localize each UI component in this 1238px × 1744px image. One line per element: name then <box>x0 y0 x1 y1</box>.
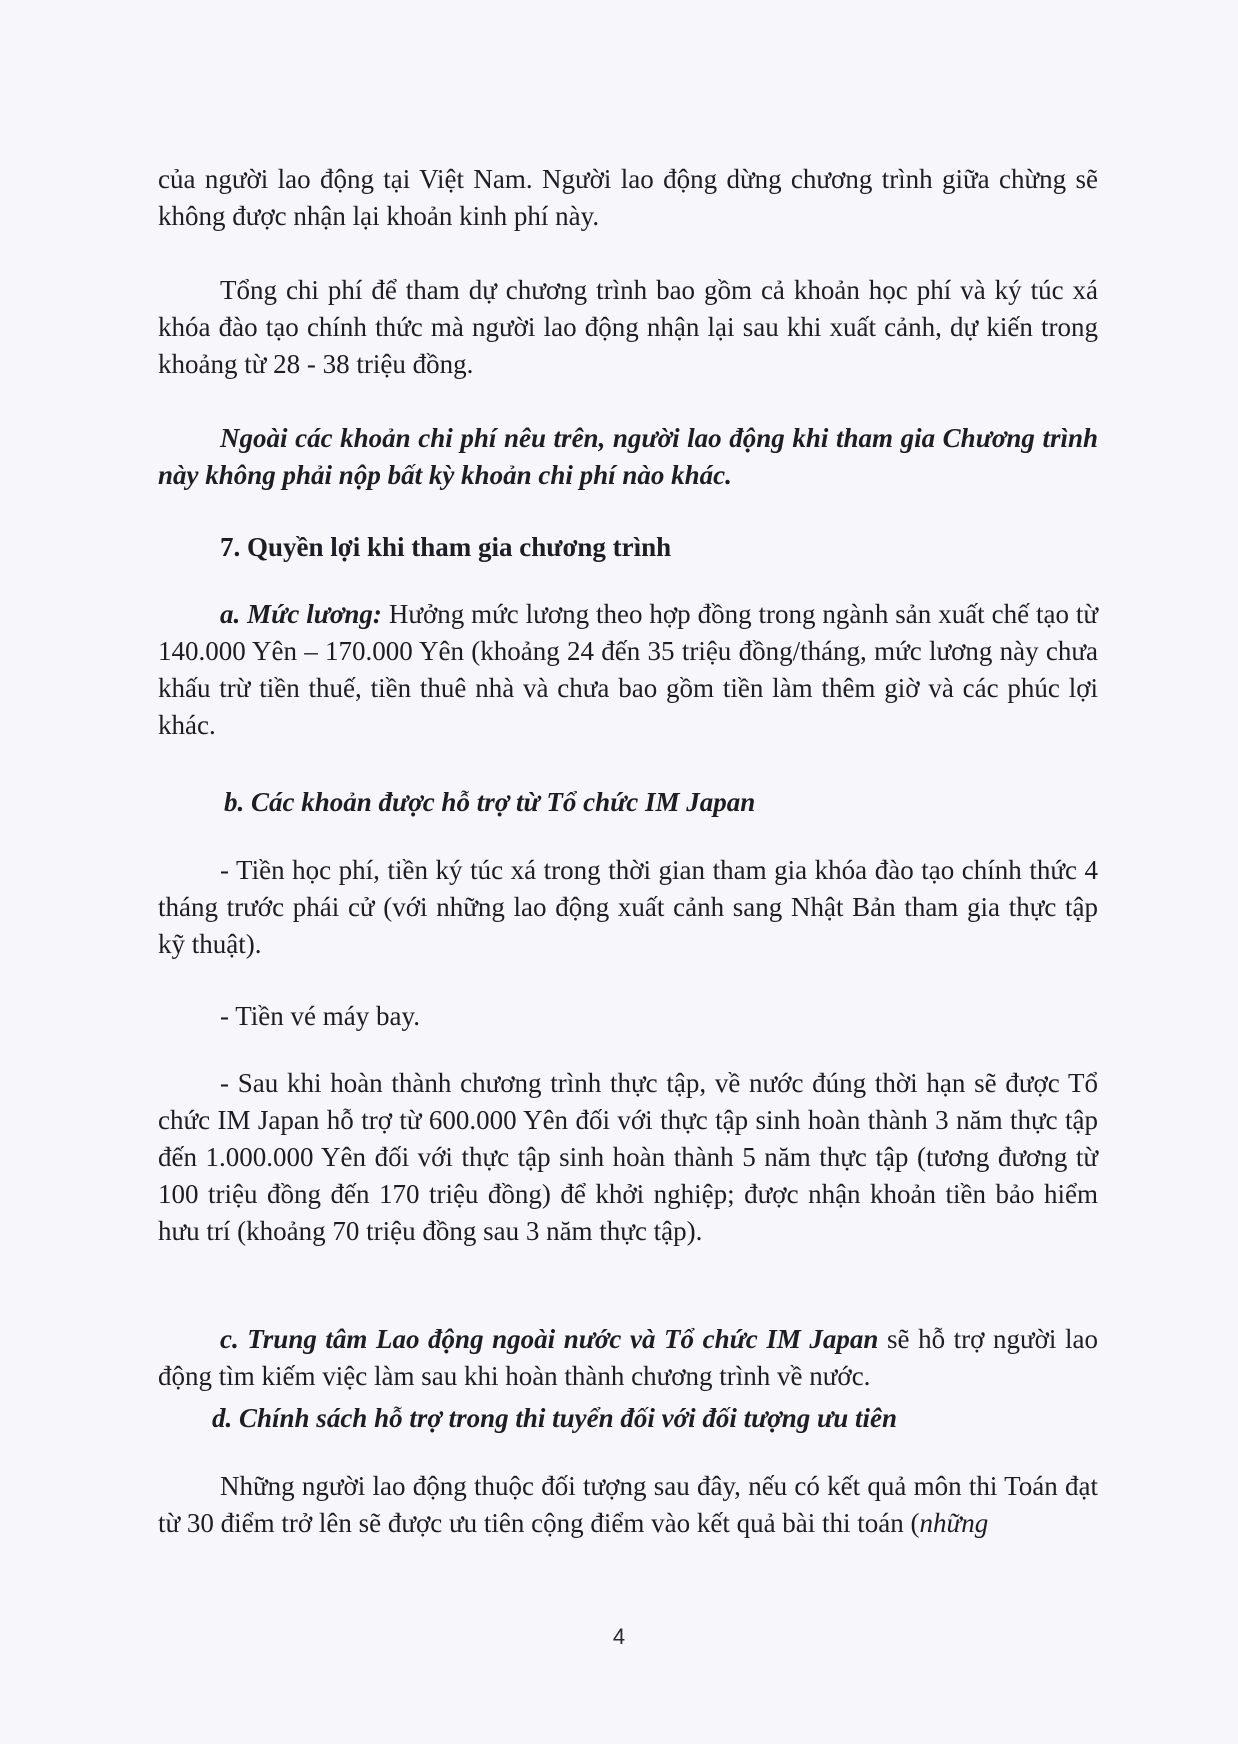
benefit-item-tuition: - Tiền học phí, tiền ký túc xá trong thời gian tham gia khóa đào tạo chính thức 4 tháng trước phái cử (với những lao động xuất cảnh sang Nhật Bản tham gia thực tập kỹ thuật). <box>158 855 1098 959</box>
subsection-d-heading: d. Chính sách hỗ trợ trong thi tuyển đối với đối tượng ưu tiên <box>212 1403 897 1433</box>
page-number: 4 <box>612 1624 626 1649</box>
paragraph-continuation: của người lao động tại Việt Nam. Người lao động dừng chương trình giữa chừng sẽ không được nhận lại khoản kinh phí này. <box>158 164 1098 231</box>
section-7-heading: 7. Quyền lợi khi tham gia chương trình <box>220 532 672 562</box>
benefit-item-startup-support: - Sau khi hoàn thành chương trình thực tập, về nước đúng thời hạn sẽ được Tổ chức IM Japan hỗ trợ từ 600.000 Yên đối với thực tập sinh hoàn thành 3 năm thực tập đến 1.000.000 Yên đối với thực tập sinh hoàn thành 5 năm thực tập (tương đương từ 100 triệu đồng đến 170 triệu đồng) để khởi nghiệp; được nhận khoản tiền bảo hiểm hưu trí (khoảng 70 triệu đồng sau 3 năm thực tập). <box>158 1068 1098 1246</box>
priority-policy-italic: những <box>919 1508 989 1538</box>
benefit-item-airfare: - Tiền vé máy bay. <box>220 1001 420 1031</box>
paragraph-total-cost: Tổng chi phí để tham dự chương trình bao gồm cả khoản học phí và ký túc xá khóa đào tạo chính thức mà người lao động nhận lại sau khi xuất cảnh, dự kiến trong khoảng từ 28 - 38 triệu đồng. <box>158 275 1098 379</box>
paragraph-job-support <box>158 1321 1098 1395</box>
paragraph-priority-policy <box>158 1468 1098 1542</box>
paragraph-salary <box>158 596 1098 744</box>
subsection-b-heading: b. Các khoản được hỗ trợ từ Tổ chức IM Japan <box>224 787 756 817</box>
priority-policy-text: Những người lao động thuộc đối tượng sau đây, nếu có kết quả môn thi Toán đạt từ 30 điểm trở lên sẽ được ưu tiên cộng điểm vào kết quả bài thi toán ( <box>158 1471 1098 1538</box>
job-support-label: c. Trung tâm Lao động ngoài nước và Tổ chức IM Japan <box>220 1324 879 1354</box>
paragraph-no-other-fees: Ngoài các khoản chi phí nêu trên, người lao động khi tham gia Chương trình này không phải nộp bất kỳ khoản chi phí nào khác. <box>158 423 1098 490</box>
salary-label: a. Mức lương: <box>220 599 382 629</box>
salary-text: Hưởng mức lương theo hợp đồng trong ngành sản xuất chế tạo từ 140.000 Yên – 170.000 Yên (khoảng 24 đến 35 triệu đồng/tháng, mức lương này chưa khấu trừ tiền thuế, tiền thuê nhà và chưa bao gồm tiền làm thêm giờ và các phúc lợi khác. <box>158 599 1099 740</box>
job-support-text: sẽ hỗ trợ người lao động tìm kiếm việc làm sau khi hoàn thành chương trình về nước. <box>158 1324 1098 1391</box>
